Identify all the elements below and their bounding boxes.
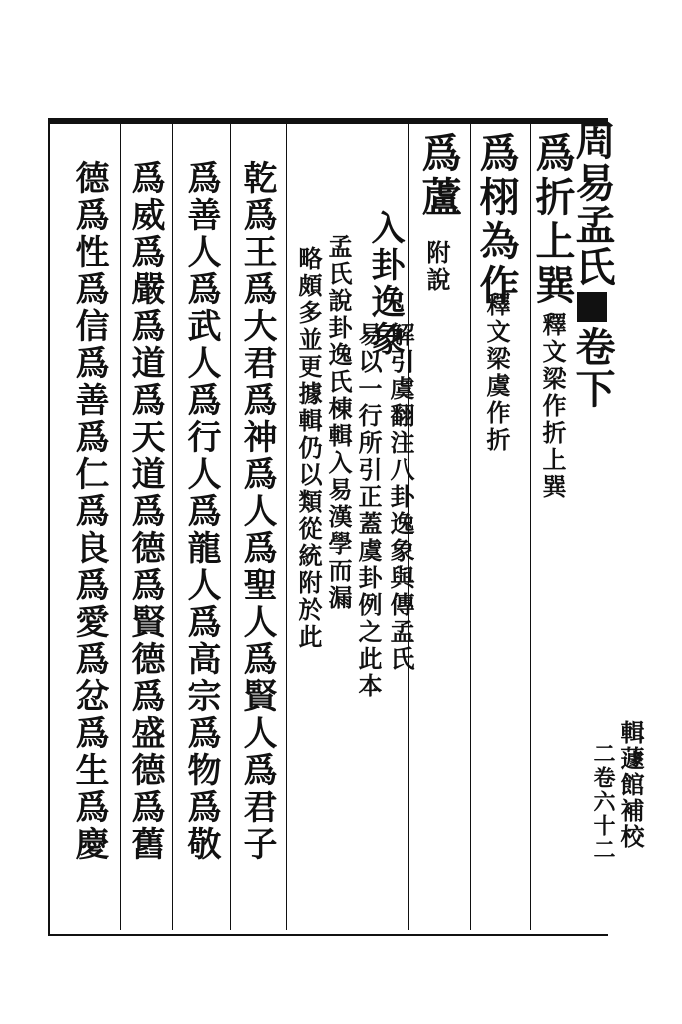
column-rule	[286, 124, 287, 930]
column-rule	[172, 124, 173, 930]
volume-label: 卷下	[569, 326, 616, 410]
annotation-column: 解引虞翻注八卦逸象與傳孟氏	[386, 322, 415, 673]
page-heading	[569, 120, 616, 410]
text-column: 爲威爲嚴爲道爲天道爲德爲賢德爲盛德爲舊	[125, 160, 165, 863]
print-shop-mark: 輯蘧館補校	[616, 720, 645, 850]
column-rule	[230, 124, 231, 930]
note-column: 釋文梁作折上巽	[538, 312, 567, 501]
page-number-mark: 二卷六十二	[590, 742, 616, 862]
volume-marker	[577, 292, 607, 322]
text-column: 乾爲王爲大君爲神爲人爲聖人爲賢人爲君子	[237, 160, 277, 863]
text-column: 爲折上巽	[529, 132, 576, 308]
annotation-column: 孟氏說卦逸氏棟輯入易漢學而漏	[324, 234, 353, 612]
text-column: 德爲性爲信爲善爲仁爲良爲愛爲忿爲生爲慶	[69, 160, 109, 863]
column-rule	[470, 124, 471, 930]
note-column: 釋文梁虞作折	[482, 292, 511, 454]
text-column: 爲蘆	[415, 132, 462, 220]
annotation-column: 略頗多並更據輯仍以類從統附於此	[294, 246, 323, 651]
book-title: 周易孟氏	[569, 120, 616, 288]
section-heading: 入卦逸象	[365, 210, 405, 358]
note-column: 附說	[422, 240, 451, 294]
text-column: 爲善人爲武人爲行人爲龍人爲高宗爲物爲敬	[181, 160, 221, 863]
column-rule	[120, 124, 121, 930]
annotation-column: 易以一行所引正蓋虞卦例之此本	[354, 322, 383, 700]
text-column: 爲栩為作	[473, 132, 520, 308]
